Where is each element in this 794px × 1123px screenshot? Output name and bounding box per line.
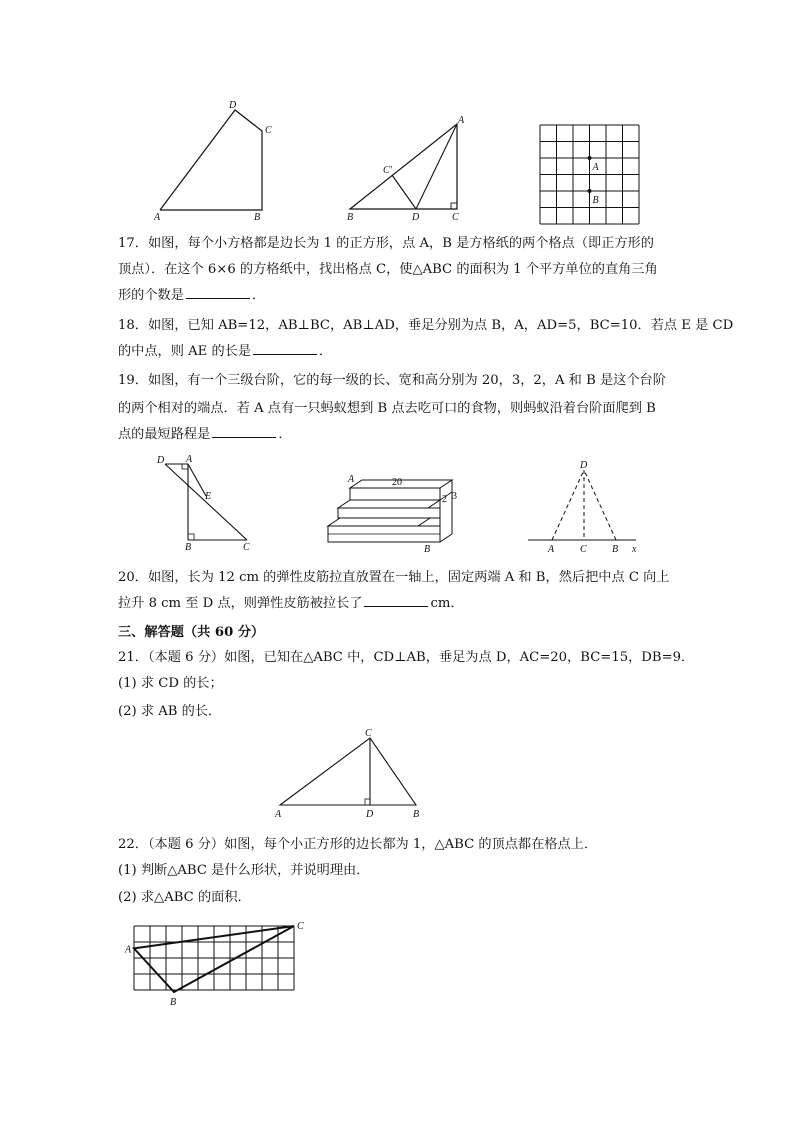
q19-text: 点的最短路程是 bbox=[118, 427, 211, 442]
label-c: C bbox=[297, 921, 304, 932]
q18-line1: 18．如图，已知 AB=12，AB⊥BC，AB⊥AD，垂足分别为点 B，A，AD=5，BC=10．若点 E 是 CD bbox=[118, 318, 734, 333]
q22-sub2: (2) 求△ABC 的面积． bbox=[118, 890, 251, 905]
label-b: B bbox=[413, 809, 420, 820]
label-d: D bbox=[157, 455, 165, 466]
label-height: 2 bbox=[442, 494, 447, 505]
q18-end: ． bbox=[319, 344, 333, 359]
q18-figure bbox=[152, 452, 262, 552]
label-x: x bbox=[632, 544, 637, 555]
label-c: C bbox=[265, 125, 272, 136]
answer-blank[interactable] bbox=[364, 592, 428, 607]
label-a: A bbox=[186, 454, 193, 465]
section-title: 三、解答题（共 60 分） bbox=[118, 625, 265, 640]
q17-line1: 17．如图，每个小方格都是边长为 1 的正方形，点 A，B 是方格纸的两个格点（即正方形的 bbox=[118, 236, 654, 251]
label-c: C bbox=[243, 542, 250, 553]
label-d: D bbox=[229, 100, 237, 111]
q17-line3 bbox=[118, 283, 678, 309]
q18-line2 bbox=[118, 339, 678, 365]
grid-6x6-figure bbox=[538, 123, 640, 223]
q20-text: 拉升 8 cm 至 D 点，则弹性皮筋被拉长了 bbox=[118, 596, 363, 611]
answer-blank[interactable] bbox=[212, 423, 276, 438]
q20-line2 bbox=[118, 591, 678, 617]
q20-figure bbox=[522, 458, 647, 558]
q20-unit: cm． bbox=[430, 596, 464, 611]
q21-line1: 21．（本题 6 分）如图，已知在△ABC 中，CD⊥AB，垂足为点 D，AC=20，BC=15，DB=9． bbox=[118, 650, 695, 665]
q22-sub1: (1) 判断△ABC 是什么形状，并说明理由． bbox=[118, 863, 370, 878]
answer-blank[interactable] bbox=[186, 284, 250, 299]
label-b: B bbox=[592, 195, 599, 206]
label-b: B bbox=[612, 544, 619, 555]
q19-end: ． bbox=[278, 427, 292, 442]
label-d: D bbox=[580, 460, 588, 471]
q19-line2: 的两个相对的端点．若 A 点有一只蚂蚁想到 B 点去吃可口的食物，则蚂蚁沿着台阶面爬到 B bbox=[118, 401, 656, 416]
label-d: D bbox=[366, 809, 374, 820]
q20-line1: 20．如图，长为 12 cm 的弹性皮筋拉直放置在一轴上，固定两端 A 和 B，然后把中点 C 向上 bbox=[118, 570, 670, 585]
q21-sub1: (1) 求 CD 的长； bbox=[118, 676, 223, 691]
q17-text: 形的个数是 bbox=[118, 288, 184, 303]
q21-figure bbox=[272, 726, 432, 822]
q18-text: 的中点，则 AE 的长是 bbox=[118, 344, 252, 359]
label-b: B bbox=[185, 542, 192, 553]
q22-grid-figure bbox=[124, 918, 309, 1023]
label-c-prime: C' bbox=[383, 165, 392, 176]
label-a: A bbox=[275, 809, 282, 820]
label-b: B bbox=[347, 212, 354, 223]
label-a: A bbox=[154, 212, 161, 223]
q21-sub2: (2) 求 AB 的长． bbox=[118, 704, 222, 719]
label-width: 3 bbox=[452, 491, 457, 502]
q17-line2: 顶点）．在这个 6×6 的方格纸中，找出格点 C，使△ABC 的面积为 1 个平方单位的直角三角 bbox=[118, 262, 658, 277]
point-b bbox=[588, 189, 592, 193]
label-d: D bbox=[412, 212, 420, 223]
q17-end: ． bbox=[251, 288, 266, 303]
label-b: B bbox=[424, 544, 431, 555]
q19-line1: 19．如图，有一个三级台阶，它的每一级的长、宽和高分别为 20，3，2，A 和 B 是这个台阶 bbox=[118, 373, 666, 388]
answer-blank[interactable] bbox=[253, 340, 317, 355]
label-c: C bbox=[452, 212, 459, 223]
point-a bbox=[588, 156, 592, 160]
quadrilateral-figure bbox=[150, 98, 280, 223]
label-c: C bbox=[365, 728, 372, 739]
label-e: E bbox=[205, 491, 212, 502]
label-a: A bbox=[125, 944, 132, 956]
stairs-figure bbox=[318, 472, 468, 554]
q19-line3 bbox=[118, 422, 678, 448]
label-a: A bbox=[548, 544, 555, 555]
label-a: A bbox=[592, 162, 599, 173]
triangle-fold-figure bbox=[340, 112, 470, 224]
q22-line1: 22．（本题 6 分）如图，每个小正方形的边长都为 1，△ABC 的顶点都在格点上． bbox=[118, 837, 598, 852]
label-a: A bbox=[458, 115, 465, 126]
label-b: B bbox=[170, 997, 177, 1008]
label-c: C bbox=[580, 544, 587, 555]
label-a: A bbox=[348, 474, 355, 485]
label-length: 20 bbox=[392, 477, 402, 488]
label-b: B bbox=[254, 212, 261, 223]
